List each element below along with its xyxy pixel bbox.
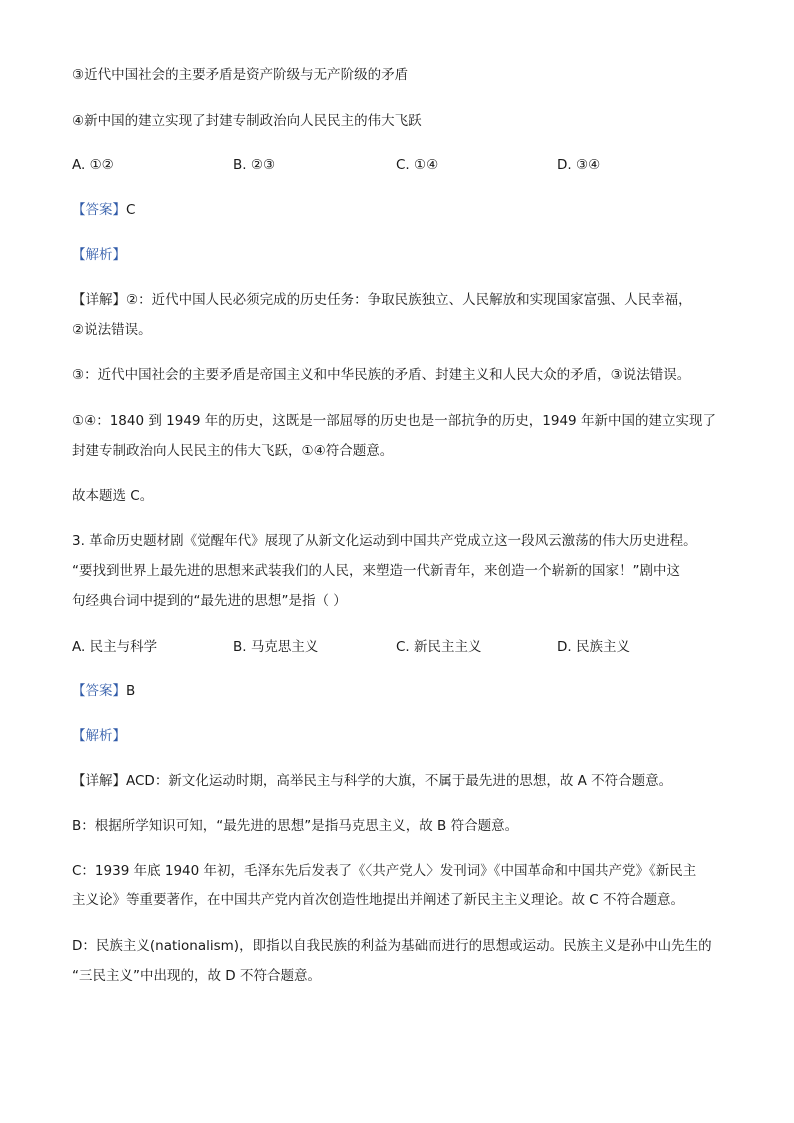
q2-detail-3-cont: 封建专制政治向人民民主的伟大飞跃，①④符合题意。: [72, 443, 394, 459]
q3-stem-3: 句经典台词中提到的“最先进的思想”是指（ ）: [72, 593, 347, 609]
q2-option-d: D. ③④: [557, 157, 601, 173]
detail-text: ②：近代中国人民必须完成的历史任务：争取民族独立、人民解放和实现国家富强、人民幸福，: [126, 292, 692, 308]
answer-value: B: [126, 683, 136, 699]
q2-detail-1: [72, 291, 692, 309]
q2-item-3: ③近代中国社会的主要矛盾是资产阶级与无产阶级的矛盾: [72, 67, 409, 83]
q2-option-b: B. ②③: [233, 157, 276, 173]
q3-option-d: D. 民族主义: [557, 639, 630, 655]
q3-stem-1: 3. 革命历史题材剧《觉醒年代》展现了从新文化运动到中国共产党成立这一段风云激荡的伟大历史进程。: [72, 533, 697, 549]
q3-option-c: C. 新民主主义: [396, 639, 482, 655]
answer-label: 【答案】: [72, 202, 126, 218]
q3-detail-2: B：根据所学知识可知，“最先进的思想”是指马克思主义，故 B 符合题意。: [72, 818, 519, 834]
q3-detail-4: D：民族主义(nationalism)，即指以自我民族的利益为基础而进行的思想或运动。民族主义是孙中山先生的: [72, 938, 712, 954]
q3-stem-2: “要找到世界上最先进的思想来武装我们的人民，来塑造一代新青年，来创造一个崭新的国家！”剧中这: [72, 563, 680, 579]
q3-detail-3: C：1939 年底 1940 年初，毛泽东先后发表了《〈共产党人〉发刊词》《中国革命和中国共产党》《新民主: [72, 863, 697, 879]
q2-option-c: C. ①④: [396, 157, 439, 173]
q3-detail-1: [72, 772, 672, 790]
detail-label: 【详解】: [72, 773, 126, 789]
q2-detail-1-cont: ②说法错误。: [72, 322, 152, 338]
detail-text: ACD：新文化运动时期，高举民主与科学的大旗，不属于最先进的思想，故 A 不符合题意。: [126, 773, 673, 789]
q3-option-a: A. 民主与科学: [72, 639, 158, 655]
q3-option-b: B. 马克思主义: [233, 639, 319, 655]
q2-analysis-label: 【解析】: [72, 247, 126, 263]
q2-option-a: A. ①②: [72, 157, 114, 173]
q3-detail-3-cont: 主义论》等重要著作，在中国共产党内首次创造性地提出并阐述了新民主主义理论。故 C 不符合题意。: [72, 892, 685, 908]
q3-analysis-label: 【解析】: [72, 728, 126, 744]
q3-detail-4-cont: “三民主义”中出现的，故 D 不符合题意。: [72, 968, 321, 984]
detail-label: 【详解】: [72, 292, 126, 308]
q2-detail-3: ①④：1840 到 1949 年的历史，这既是一部屈辱的历史也是一部抗争的历史，1949 年新中国的建立实现了: [72, 413, 716, 429]
q2-answer: [72, 201, 135, 219]
q2-conclusion: 故本题选 C。: [72, 488, 154, 504]
q2-item-4: ④新中国的建立实现了封建专制政治向人民民主的伟大飞跃: [72, 113, 422, 129]
answer-label: 【答案】: [72, 683, 126, 699]
q3-answer: [72, 682, 135, 700]
answer-value: C: [126, 202, 136, 218]
q2-detail-2: ③：近代中国社会的主要矛盾是帝国主义和中华民族的矛盾、封建主义和人民大众的矛盾，③说法错误。: [72, 367, 691, 383]
